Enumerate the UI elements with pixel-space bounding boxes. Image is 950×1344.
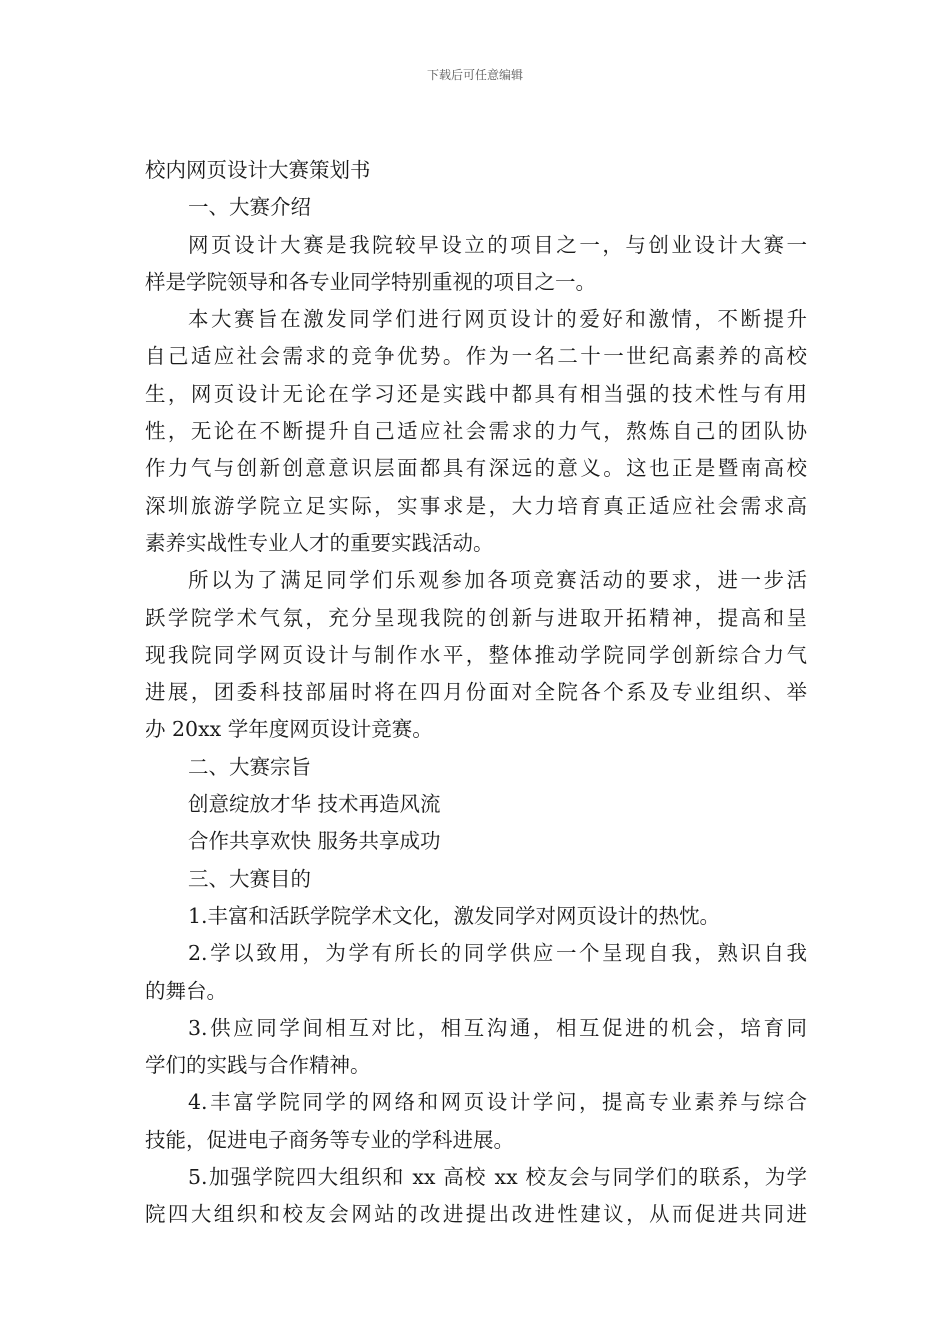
document-title: 校内网页设计大赛策划书 bbox=[145, 158, 371, 182]
paragraph-line: 4.丰富学院同学的网络和网页设计学问，提高专业素养与综合 bbox=[188, 1090, 807, 1115]
goal-item-3 bbox=[145, 1010, 807, 1085]
goal-item-4 bbox=[145, 1084, 807, 1159]
paragraph-line: 自己适应社会需求的竞争优势。作为一名二十一世纪高素养的高校 bbox=[145, 344, 807, 369]
paragraph-line: 技能，促进电子商务等专业的学科进展。 bbox=[145, 1127, 514, 1152]
paragraph-line: 跃学院学术气氛，充分呈现我院的创新与进取开拓精神，提高和呈 bbox=[145, 605, 807, 630]
paragraph-line: 3.供应同学间相互对比，相互沟通，相互促进的机会，培育同 bbox=[188, 1015, 807, 1040]
goal-item-1 bbox=[145, 898, 807, 935]
paragraph-line: 1.丰富和活跃学院学术文化，激发同学对网页设计的热忱。 bbox=[188, 903, 721, 928]
motto-line: 合作共享欢快 服务共享成功 bbox=[188, 829, 441, 854]
paragraph-line: 的舞台。 bbox=[145, 978, 227, 1003]
paragraph-intro-2 bbox=[145, 301, 807, 562]
goal-item-5 bbox=[145, 1159, 807, 1234]
paragraph-line: 本大赛旨在激发同学们进行网页设计的爱好和激情，不断提升 bbox=[188, 307, 807, 332]
goal-item-2 bbox=[145, 935, 807, 1010]
paragraph-line: 办 20xx 学年度网页设计竞赛。 bbox=[145, 717, 433, 742]
section-heading-goals: 三、大赛目的 bbox=[188, 866, 311, 891]
paragraph-line: 作力气与创新创意意识层面都具有深远的意义。这也正是暨南高校 bbox=[145, 456, 807, 481]
paragraph-line: 进展，团委科技部届时将在四月份面对全院各个系及专业组织、举 bbox=[145, 680, 807, 705]
document-body bbox=[145, 152, 807, 1234]
paragraph-line: 网页设计大赛是我院较早设立的项目之一，与创业设计大赛一 bbox=[188, 232, 807, 257]
motto-line: 创意绽放才华 技术再造风流 bbox=[188, 792, 441, 817]
paragraph-intro-3 bbox=[145, 562, 807, 748]
paragraph-line: 现我院同学网页设计与制作水平，整体推动学院同学创新综合力气 bbox=[145, 642, 807, 667]
page-header: 下载后可任意编辑 bbox=[426, 68, 523, 82]
paragraph-line: 深圳旅游学院立足实际，实事求是，大力培育真正适应社会需求高 bbox=[145, 493, 807, 518]
paragraph-line: 素养实战性专业人才的重要实践活动。 bbox=[145, 530, 494, 555]
paragraph-line: 2.学以致用，为学有所长的同学供应一个呈现自我，熟识自我 bbox=[188, 941, 807, 966]
paragraph-line: 样是学院领导和各专业同学特别重视的项目之一。 bbox=[145, 269, 596, 294]
paragraph-line: 性，无论在不断提升自己适应社会需求的力气，熬炼自己的团队协 bbox=[145, 419, 807, 444]
paragraph-line: 5.加强学院四大组织和 xx 高校 xx 校友会与同学们的联系，为学 bbox=[188, 1165, 807, 1190]
section-heading-introduction: 一、大赛介绍 bbox=[188, 195, 311, 220]
paragraph-intro-1 bbox=[145, 227, 807, 302]
paragraph-line: 所以为了满足同学们乐观参加各项竞赛活动的要求，进一步活 bbox=[188, 568, 807, 593]
paragraph-line: 生，网页设计无论在学习还是实践中都具有相当强的技术性与有用 bbox=[145, 381, 807, 406]
section-heading-purpose: 二、大赛宗旨 bbox=[188, 754, 311, 779]
paragraph-line: 学们的实践与合作精神。 bbox=[145, 1053, 371, 1078]
paragraph-line: 院四大组织和校友会网站的改进提出改进性建议，从而促进共同进 bbox=[145, 1202, 807, 1227]
